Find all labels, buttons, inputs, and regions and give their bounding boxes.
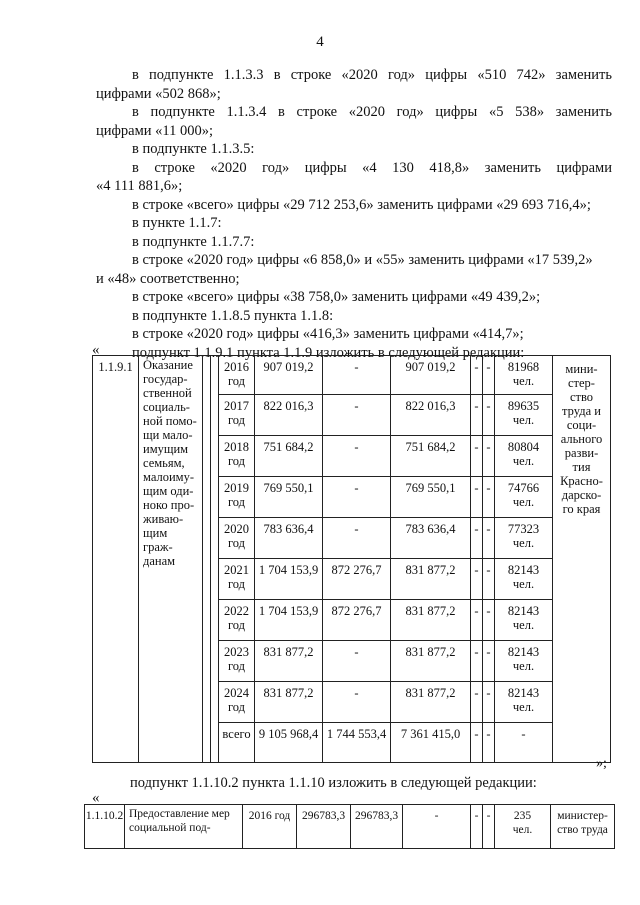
year-unit: год <box>227 374 246 388</box>
federal-cell: - <box>323 682 391 723</box>
people-count-cell <box>495 805 551 849</box>
total-cell: 9 105 968,4 <box>255 723 323 763</box>
dash-cell: - <box>471 723 483 763</box>
regional-cell: 831 877,2 <box>391 682 471 723</box>
description-line: щим граж- <box>143 526 173 554</box>
regional-cell: 296783,3 <box>351 805 403 849</box>
description-line: щим оди- <box>143 484 194 498</box>
open-quote: « <box>92 342 100 358</box>
description-line: Предоставление мер <box>129 808 230 820</box>
description-line: имущим <box>143 442 189 456</box>
total-cell: 907 019,2 <box>255 356 323 395</box>
federal-cell: - <box>323 395 391 436</box>
text-line: в подпункте 1.1.8.5 пункта 1.1.8: <box>132 307 334 324</box>
year-cell <box>219 600 255 641</box>
people-unit: чел. <box>512 824 533 836</box>
people-count-cell: - <box>495 723 553 763</box>
people-count: 82143 <box>507 563 540 577</box>
row-number-cell: 1.1.10.2 <box>85 805 125 849</box>
text-line: цифрами «11 000»; <box>96 122 214 139</box>
blank-cell <box>203 356 211 763</box>
dash-cell: - <box>483 395 495 436</box>
people-count: 235 <box>513 810 532 822</box>
description-line: государ- <box>143 372 188 386</box>
organization-line: ство труда <box>557 824 608 836</box>
dash-cell: - <box>483 600 495 641</box>
regional-cell: 831 877,2 <box>391 641 471 682</box>
year-cell <box>219 356 255 395</box>
people-count: 77323 <box>507 522 540 536</box>
dash-cell: - <box>483 477 495 518</box>
year-cell <box>219 682 255 723</box>
year-value: 2022 <box>224 604 249 618</box>
description-line: щи мало- <box>143 428 193 442</box>
year-value: 2024 <box>224 686 249 700</box>
table-1-1-10-2 <box>84 804 615 849</box>
year-value: 2018 <box>224 440 249 454</box>
description-line: социальной под- <box>129 822 211 834</box>
people-count-cell <box>495 641 553 682</box>
people-count: 82143 <box>507 604 540 618</box>
description-line: Оказание <box>143 358 193 372</box>
people-unit: чел. <box>512 659 535 673</box>
people-count: 81968 <box>507 360 540 374</box>
description-line: живаю- <box>143 512 184 526</box>
total-cell: 1 704 153,9 <box>255 600 323 641</box>
people-count: 80804 <box>507 440 540 454</box>
text-line: подпункт 1.1.9.1 пункта 1.1.9 изложить в следующей редакции: <box>132 344 525 361</box>
description-line: социаль- <box>143 400 190 414</box>
year-cell <box>219 518 255 559</box>
organization-line: дарско- <box>561 488 602 502</box>
row-number-cell: 1.1.9.1 <box>93 356 139 763</box>
text-line: в строке «2020 год» цифры «4 130 418,8» заменить цифрами <box>132 159 612 176</box>
description-line: ноко про- <box>143 498 195 512</box>
organization-line: го края <box>562 502 601 516</box>
people-count: 89635 <box>507 399 540 413</box>
year-cell <box>219 641 255 682</box>
federal-cell: 872 276,7 <box>323 559 391 600</box>
text-line: в подпункте 1.1.3.3 в строке «2020 год» цифры «510 742» заменить <box>132 67 612 83</box>
year-unit: год <box>227 536 246 550</box>
people-count-cell <box>495 436 553 477</box>
dash-cell: - <box>471 436 483 477</box>
total-cell: 831 877,2 <box>255 641 323 682</box>
people-unit: чел. <box>512 454 535 468</box>
year-unit: год <box>227 700 246 714</box>
year-unit: год <box>227 454 246 468</box>
organization-line: труда и <box>562 404 601 418</box>
description-line: ной помо- <box>143 414 197 428</box>
organization-line: министер- <box>557 810 608 822</box>
table-row <box>93 356 611 395</box>
description-line: семьям, <box>143 456 185 470</box>
year-cell: 2016 год <box>243 805 297 849</box>
people-count-cell <box>495 395 553 436</box>
organization-cell <box>553 356 611 763</box>
amendment-text <box>96 66 612 362</box>
people-unit: чел. <box>512 374 535 388</box>
text-line: цифрами «502 868»; <box>96 85 221 102</box>
people-count-cell <box>495 356 553 395</box>
dash-cell: - <box>483 641 495 682</box>
year-cell <box>219 559 255 600</box>
organization-line: тия <box>572 460 591 474</box>
dash-cell: - <box>483 436 495 477</box>
people-unit: чел. <box>512 536 535 550</box>
dash-cell: - <box>471 600 483 641</box>
year-value: 2020 <box>224 522 249 536</box>
description-cell <box>139 356 203 763</box>
federal-cell: - <box>323 641 391 682</box>
text-line: в пункте 1.1.7: <box>132 215 222 231</box>
year-unit: год <box>227 618 246 632</box>
dash-cell: - <box>471 477 483 518</box>
people-count-cell <box>495 559 553 600</box>
federal-cell: - <box>323 436 391 477</box>
organization-line: мини- <box>565 362 598 376</box>
year-cell <box>219 395 255 436</box>
people-count: 74766 <box>507 481 540 495</box>
text-line: в строке «2020 год» цифры «6 858,0» и «55» заменить цифрами «17 539,2» <box>132 252 593 268</box>
dash-cell: - <box>471 518 483 559</box>
line-after-table: подпункт 1.1.10.2 пункта 1.1.10 изложить в следующей редакции: <box>130 775 537 791</box>
year-unit: год <box>227 413 246 427</box>
page-number: 4 <box>316 34 324 50</box>
people-count-cell <box>495 600 553 641</box>
regional-cell: 7 361 415,0 <box>391 723 471 763</box>
regional-cell: 751 684,2 <box>391 436 471 477</box>
dash-cell: - <box>471 682 483 723</box>
year-value: 2017 <box>224 399 249 413</box>
blank-cell <box>211 356 219 763</box>
people-count: 82143 <box>507 645 540 659</box>
year-cell <box>219 436 255 477</box>
regional-cell: 822 016,3 <box>391 395 471 436</box>
people-unit: чел. <box>512 495 535 509</box>
text-line: в строке «всего» цифры «38 758,0» заменить цифрами «49 439,2»; <box>132 289 541 305</box>
dash-cell: - <box>471 641 483 682</box>
year-value: 2021 <box>224 563 249 577</box>
federal-cell: - <box>403 805 471 849</box>
regional-cell: 831 877,2 <box>391 600 471 641</box>
dash-cell: - <box>483 559 495 600</box>
people-count-cell <box>495 477 553 518</box>
dash-cell: - <box>471 356 483 395</box>
regional-cell: 831 877,2 <box>391 559 471 600</box>
dash-cell: - <box>471 805 483 849</box>
people-unit: чел. <box>512 577 535 591</box>
dash-cell: - <box>483 682 495 723</box>
people-unit: чел. <box>512 618 535 632</box>
dash-cell: - <box>483 518 495 559</box>
organization-line: разви- <box>564 446 599 460</box>
total-cell: 822 016,3 <box>255 395 323 436</box>
text-line: «4 111 881,6»; <box>96 178 183 194</box>
description-line: малоиму- <box>143 470 194 484</box>
dash-cell: - <box>471 559 483 600</box>
year-unit: год <box>227 659 246 673</box>
organization-cell <box>551 805 615 849</box>
total-cell: 751 684,2 <box>255 436 323 477</box>
regional-cell: 907 019,2 <box>391 356 471 395</box>
description-line: ственной <box>143 386 192 400</box>
year-value: 2016 <box>224 360 249 374</box>
year-cell <box>219 477 255 518</box>
close-quote: »; <box>596 756 607 771</box>
text-line: в строке «всего» цифры «29 712 253,6» заменить цифрами «29 693 716,4»; <box>132 196 591 213</box>
federal-cell: - <box>323 356 391 395</box>
people-unit: чел. <box>512 700 535 714</box>
people-count-cell <box>495 682 553 723</box>
people-unit: чел. <box>512 413 535 427</box>
year-unit: год <box>227 577 246 591</box>
regional-cell: 769 550,1 <box>391 477 471 518</box>
people-count: 82143 <box>507 686 540 700</box>
organization-line: ального <box>560 432 603 446</box>
total-cell: 1 704 153,9 <box>255 559 323 600</box>
year-value: 2019 <box>224 481 249 495</box>
text-line: в подпункте 1.1.3.4 в строке «2020 год» цифры «5 538» заменить <box>132 104 612 120</box>
organization-line: стер- <box>568 376 595 390</box>
total-cell: 783 636,4 <box>255 518 323 559</box>
year-value: 2023 <box>224 645 249 659</box>
total-label-cell: всего <box>219 723 255 763</box>
federal-cell: 1 744 553,4 <box>323 723 391 763</box>
dash-cell: - <box>471 395 483 436</box>
organization-line: ство <box>569 390 594 404</box>
dash-cell: - <box>483 723 495 763</box>
description-line: данам <box>143 554 176 568</box>
open-quote-2: « <box>92 790 100 806</box>
dash-cell: - <box>483 356 495 395</box>
total-cell: 296783,3 <box>297 805 351 849</box>
federal-cell: - <box>323 518 391 559</box>
people-count-cell <box>495 518 553 559</box>
federal-cell: - <box>323 477 391 518</box>
total-cell: 769 550,1 <box>255 477 323 518</box>
table-1-1-9-1 <box>92 355 611 763</box>
organization-line: Красно- <box>560 474 603 488</box>
organization-line: соци- <box>566 418 597 432</box>
text-line: в строке «2020 год» цифры «416,3» заменить цифрами «414,7»; <box>132 326 524 342</box>
year-unit: год <box>227 495 246 509</box>
federal-cell: 872 276,7 <box>323 600 391 641</box>
text-line: в подпункте 1.1.7.7: <box>132 233 255 250</box>
regional-cell: 783 636,4 <box>391 518 471 559</box>
text-line: в подпункте 1.1.3.5: <box>132 141 255 157</box>
dash-cell: - <box>483 805 495 849</box>
text-line: и «48» соответственно; <box>96 270 240 287</box>
description-cell <box>125 805 243 849</box>
total-cell: 831 877,2 <box>255 682 323 723</box>
